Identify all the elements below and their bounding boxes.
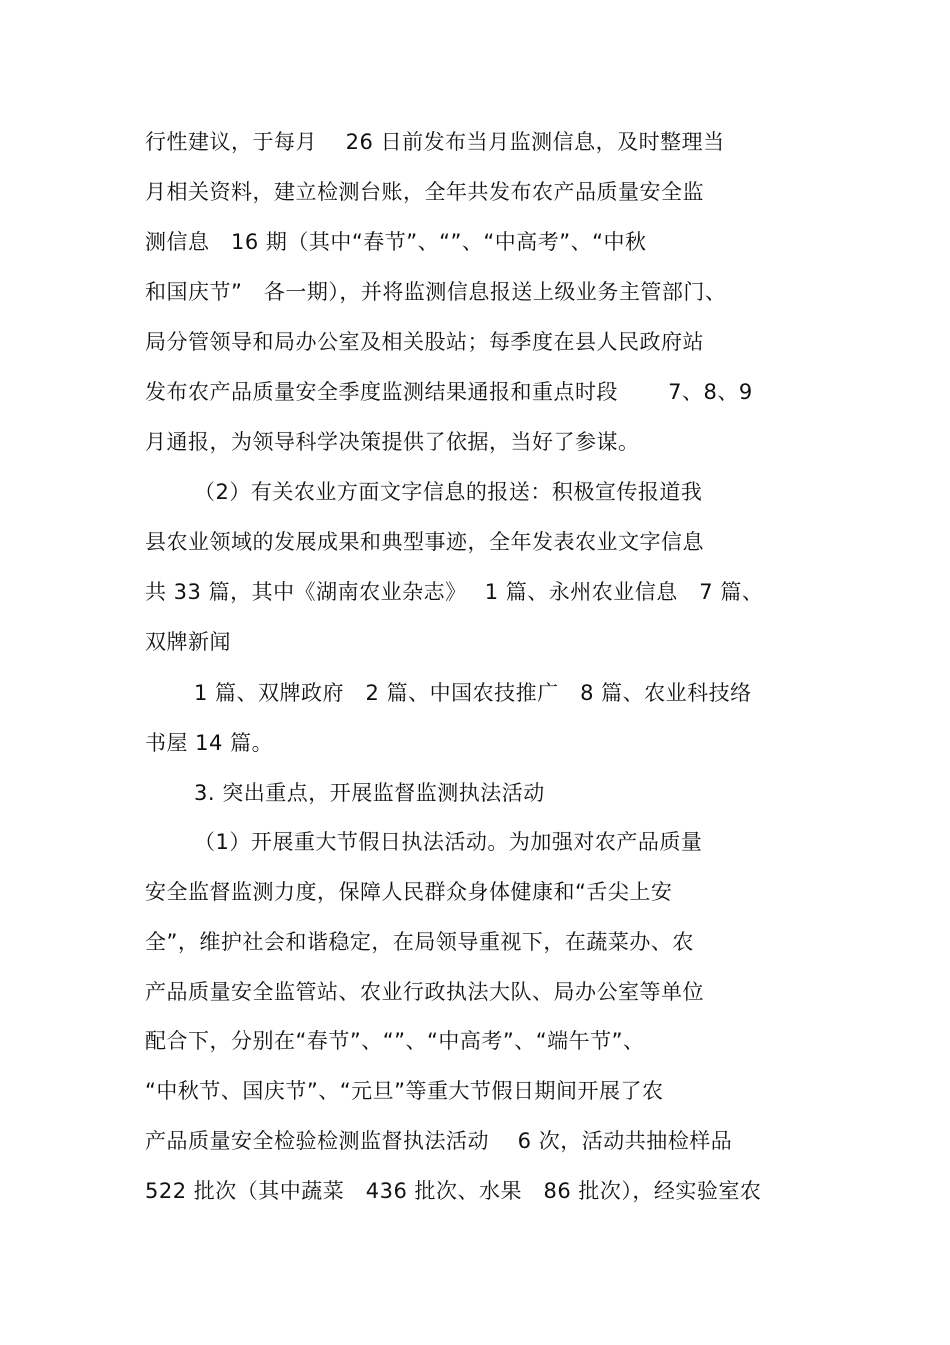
text-line: 1 篇、双牌政府 2 篇、中国农技推广 8 篇、农业科技络	[194, 681, 752, 705]
text-line: （2）有关农业方面文字信息的报送：积极宣传报道我	[194, 480, 703, 504]
text-line: 产品质量安全检验检测监督执法活动 6 次，活动共抽检样品	[145, 1129, 733, 1153]
text-line: 行性建议，于每月 26 日前发布当月监测信息，及时整理当	[145, 130, 725, 154]
text-line: 书屋 14 篇。	[145, 731, 274, 755]
text-line: 和国庆节” 各一期），并将监测信息报送上级业务主管部门、	[145, 280, 727, 304]
section-heading: 3. 突出重点，开展监督监测执法活动	[194, 781, 545, 805]
text-line: 产品质量安全监管站、农业行政执法大队、局办公室等单位	[145, 980, 704, 1004]
text-line: 测信息 16 期（其中“春节”、“”、“中高考”、“中秋	[145, 230, 647, 254]
text-line: 月通报，为领导科学决策提供了依据，当好了参谋。	[145, 430, 640, 454]
text-line: 局分管领导和局办公室及相关股站；每季度在县人民政府站	[145, 330, 704, 354]
text-line: 县农业领域的发展成果和典型事迹，全年发表农业文字信息	[145, 530, 704, 554]
text-line: 双牌新闻	[145, 630, 231, 654]
text-line: 月相关资料，建立检测台账，全年共发布农产品质量安全监	[145, 180, 704, 204]
text-line: 发布农产品质量安全季度监测结果通报和重点时段 7、8、9	[145, 380, 753, 404]
text-line: 共 33 篇，其中《湖南农业杂志》 1 篇、永州农业信息 7 篇、	[145, 580, 764, 604]
text-line: （1）开展重大节假日执法活动。为加强对农产品质量	[194, 830, 703, 854]
text-line: 全”，维护社会和谐稳定，在局领导重视下，在蔬菜办、农	[145, 930, 694, 954]
text-line: “中秋节、国庆节”、“元旦”等重大节假日期间开展了农	[145, 1079, 664, 1103]
text-line: 配合下，分别在“春节”、“”、“中高考”、“端午节”、	[145, 1029, 645, 1053]
text-line: 安全监督监测力度，保障人民群众身体健康和“舌尖上安	[145, 880, 673, 904]
text-line: 522 批次（其中蔬菜 436 批次、水果 86 批次），经实验室农	[145, 1179, 762, 1203]
